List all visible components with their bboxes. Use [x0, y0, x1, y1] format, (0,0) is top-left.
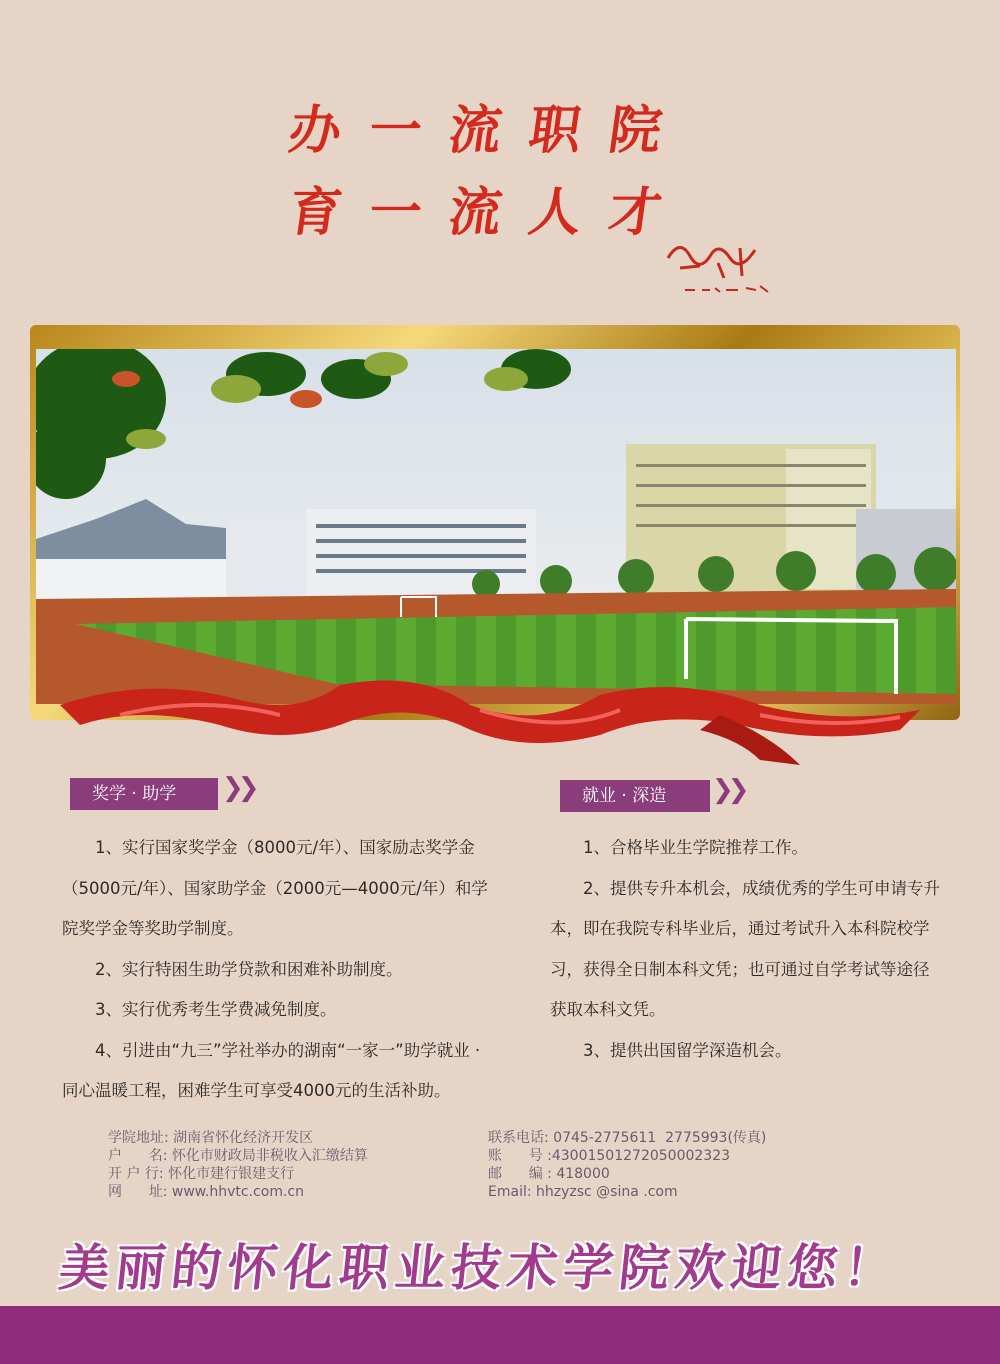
- postcode-text: 邮 编 : 418000: [488, 1166, 610, 1182]
- footer-bar: [0, 1306, 1000, 1364]
- bank-text: 开 户 行: 怀化市建行银建支行: [108, 1166, 295, 1182]
- welcome-banner: 美丽的怀化职业技术学院欢迎您！: [56, 1238, 903, 1297]
- address-text: 学院地址: 湖南省怀化经济开发区: [108, 1130, 314, 1146]
- left-paragraph-1: 1、实行国家奖学金（8000元/年）、国家励志奖学金（5000元/年）、国家助学金（2000元—4000元/年）和学院奖学金等奖助学制度。: [62, 838, 488, 938]
- right-paragraph-3: 3、提供出国留学深造机会。: [583, 1040, 792, 1060]
- double-chevron-right-icon: ❯❯: [222, 773, 254, 803]
- account-name-text: 户 名: 怀化市财政局非税收入汇缴结算: [108, 1148, 368, 1164]
- left-paragraph-3: 3、实行优秀考生学费减免制度。: [95, 1000, 337, 1019]
- website-link[interactable]: 网 址: www.hhvtc.com.cn: [108, 1184, 304, 1200]
- tab-employment-study: 就业 · 深造: [560, 780, 710, 812]
- left-paragraph-4: 4、引进由“九三”学社举办的湖南“一家一”助学就业 · 同心温暖工程，困难学生可享受4000元的生活补助。: [62, 1040, 481, 1100]
- contact-info-left: [108, 1129, 368, 1201]
- contact-info-right: [488, 1129, 766, 1201]
- slogan-line-1: 办一流职院: [285, 100, 694, 161]
- handwritten-signature: [660, 228, 780, 298]
- tab-scholarship-aid: 奖学 · 助学: [70, 778, 218, 810]
- red-ribbon-decoration: [0, 655, 1000, 765]
- account-number-text: 账 号 :43001501272050002323: [488, 1148, 731, 1164]
- slogan-line-2: 育一流人才: [285, 182, 694, 243]
- double-chevron-right-icon: ❯❯: [712, 775, 744, 805]
- phone-text: 联系电话: 0745-2775611 2775993(传真): [488, 1130, 767, 1146]
- left-paragraph-2: 2、实行特困生助学贷款和困难补助制度。: [95, 959, 403, 979]
- employment-study-text: [550, 828, 945, 1071]
- campus-sports-field-image: [36, 349, 956, 704]
- right-paragraph-1: 1、合格毕业生学院推荐工作。: [583, 838, 808, 857]
- scholarship-aid-text: [62, 828, 490, 1112]
- right-paragraph-2: 2、提供专升本机会，成绩优秀的学生可申请专升本，即在我院专科毕业后，通过考试升入本科院校学习，获得全日制本科文凭；也可通过自学考试等途径获取本科文凭。: [550, 878, 940, 1019]
- email-link[interactable]: Email: hhzyzsc @sina .com: [488, 1184, 678, 1200]
